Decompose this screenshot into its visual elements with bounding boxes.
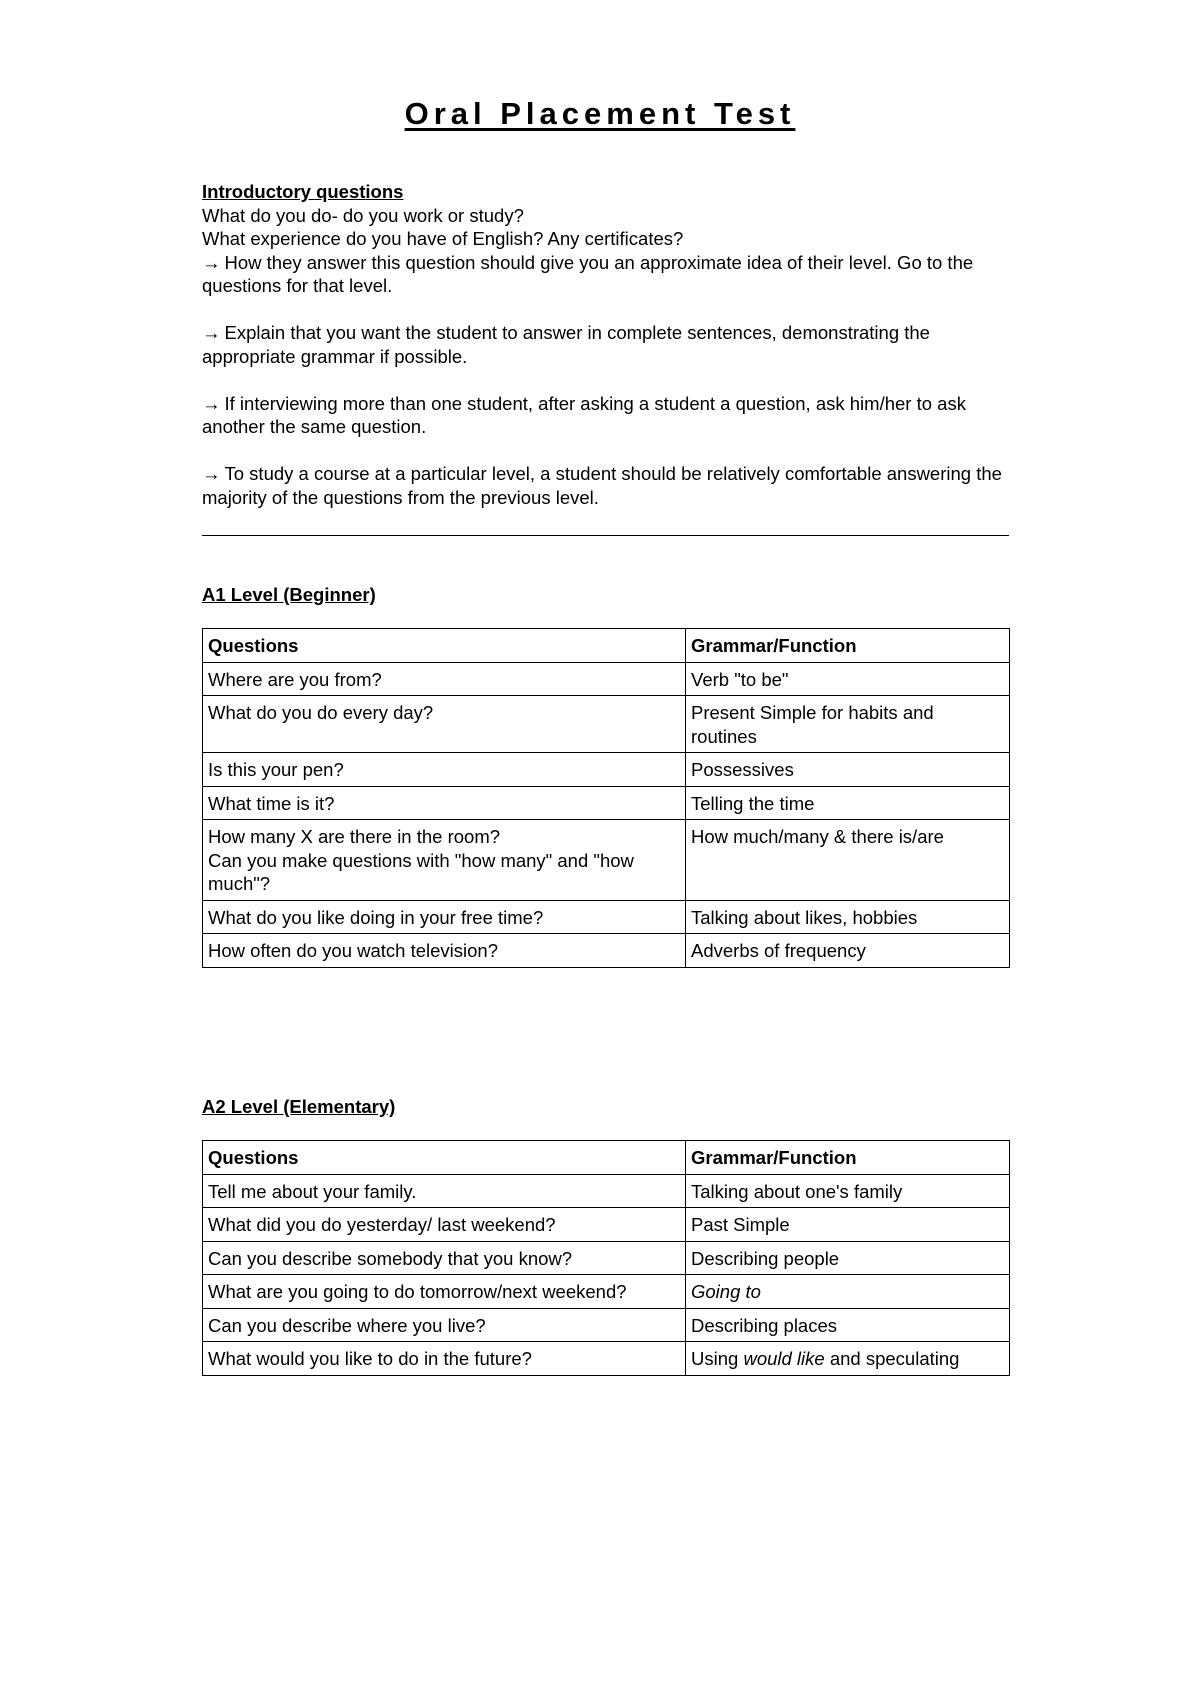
intro-note: → How they answer this question should give you an approximate idea of their level. Go to the questions for that level.: [202, 251, 974, 296]
intro-line: What experience do you have of English? Any certificates?: [202, 228, 684, 249]
grammar-cell: Present Simple for habits and routines: [686, 696, 1010, 753]
grammar-cell: Past Simple: [686, 1208, 1010, 1242]
grammar-cell: Adverbs of frequency: [686, 934, 1010, 968]
section-divider: [202, 535, 1009, 536]
table-row: [203, 1342, 1010, 1376]
question-cell: Tell me about your family.: [203, 1174, 686, 1208]
table-row: [203, 696, 1010, 753]
grammar-cell: Going to: [686, 1275, 1010, 1309]
intro-heading: Introductory questions: [202, 181, 404, 202]
question-cell: What are you going to do tomorrow/next weekend?: [203, 1275, 686, 1309]
table-row: [203, 1241, 1010, 1275]
column-header-grammar: Grammar/Function: [686, 1141, 1010, 1175]
intro-note: → Explain that you want the student to answer in complete sentences, demonstrating the appropriate grammar if possible.: [202, 322, 930, 367]
arrow-icon: →: [202, 463, 221, 484]
table-row: [203, 934, 1010, 968]
question-cell: What time is it?: [203, 786, 686, 820]
column-header-questions: Questions: [203, 1141, 686, 1175]
question-cell: Can you describe somebody that you know?: [203, 1241, 686, 1275]
intro-section: [202, 180, 1022, 509]
table-row: [203, 900, 1010, 934]
arrow-icon: →: [202, 251, 221, 273]
intro-line: What do you do- do you work or study?: [202, 204, 524, 226]
table-row: [203, 1308, 1010, 1342]
grammar-cell: Telling the time: [686, 786, 1010, 820]
table-row: [203, 753, 1010, 787]
question-cell: What do you do every day?: [203, 696, 686, 753]
grammar-cell: How much/many & there is/are: [686, 820, 1010, 901]
intro-note: → To study a course at a particular level, a student should be relatively comfortable answering the majority of the questions from the previous level.: [202, 463, 1002, 508]
table-row: [203, 786, 1010, 820]
intro-note: → If interviewing more than one student, after asking a student a question, ask him/her to ask another the same question.: [202, 392, 966, 437]
grammar-cell: Verb "to be": [686, 662, 1010, 696]
table-header-row: [203, 629, 1010, 663]
grammar-cell: Possessives: [686, 753, 1010, 787]
question-cell: Is this your pen?: [203, 753, 686, 787]
question-cell: How many X are there in the room? Can you make questions with "how many" and "how much"?: [203, 820, 686, 901]
page-title: Oral Placement Test: [404, 96, 796, 131]
a2-heading: A2 Level (Elementary): [202, 1096, 396, 1117]
grammar-cell: Describing places: [686, 1308, 1010, 1342]
question-cell: What would you like to do in the future?: [203, 1342, 686, 1376]
grammar-cell: Describing people: [686, 1241, 1010, 1275]
grammar-cell: Talking about likes, hobbies: [686, 900, 1010, 934]
arrow-icon: →: [202, 322, 221, 343]
a2-table: [202, 1140, 1010, 1376]
table-row: [203, 1208, 1010, 1242]
table-header-row: [203, 1141, 1010, 1175]
table-row: [203, 820, 1010, 901]
table-row: [203, 1275, 1010, 1309]
question-cell: Where are you from?: [203, 662, 686, 696]
column-header-grammar: Grammar/Function: [686, 629, 1010, 663]
grammar-cell: Talking about one's family: [686, 1174, 1010, 1208]
a1-heading: A1 Level (Beginner): [202, 584, 376, 605]
question-cell: How often do you watch television?: [203, 934, 686, 968]
column-header-questions: Questions: [203, 629, 686, 663]
question-cell: What did you do yesterday/ last weekend?: [203, 1208, 686, 1242]
question-cell: What do you like doing in your free time?: [203, 900, 686, 934]
grammar-cell: Using would like and speculating: [686, 1342, 1010, 1376]
table-row: [203, 1174, 1010, 1208]
arrow-icon: →: [202, 392, 221, 414]
question-cell: Can you describe where you live?: [203, 1308, 686, 1342]
table-row: [203, 662, 1010, 696]
a1-table: [202, 628, 1010, 968]
